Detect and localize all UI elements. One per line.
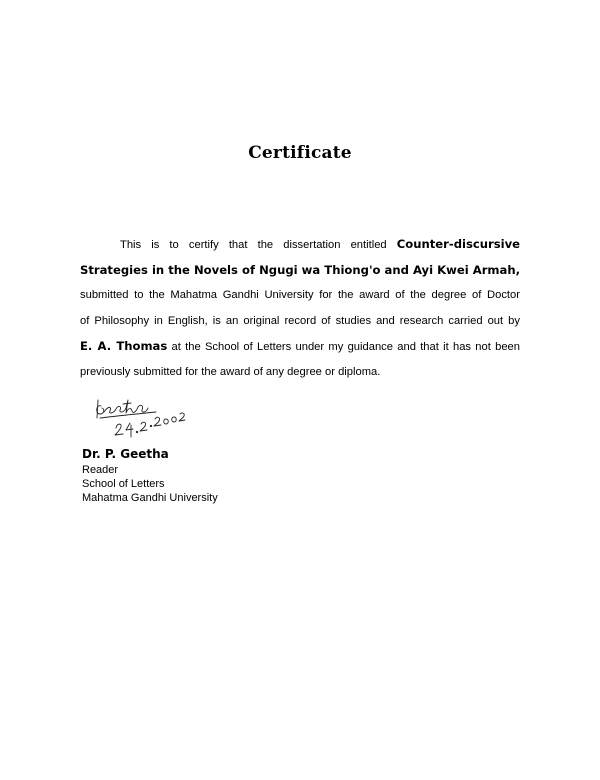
dissertation-title-part-1: Counter-discursive [396,237,521,251]
signer-block [82,446,218,505]
signer-institution: Mahatma Gandhi University [82,492,218,504]
handwritten-signature [86,392,206,442]
body-line-5-text: at the School of Letters under my guidance and that it has not been [171,341,521,353]
dissertation-title-part-2: Strategies in the Novels of Ngugi wa Thiong'o and Ayi Kwei Armah, [80,262,520,277]
body-line-1-text: This is to certify that the dissertation entitled [120,239,387,251]
candidate-name: E. A. Thomas [80,339,168,353]
signer-designation: Reader [82,464,119,476]
signer-name: Dr. P. Geetha [82,447,169,461]
certificate-title: Certificate [248,143,352,163]
signature-drawing [86,392,206,442]
body-line-4: of Philosophy in English, is an original record of studies and research carried out by [80,314,520,327]
body-line-6: previously submitted for the award of any degree or diploma. [80,365,381,378]
certificate-body [80,232,520,385]
body-line-2 [80,258,520,284]
body-line-3: submitted to the Mahatma Gandhi University for the award of the degree of Doctor [80,289,520,301]
body-line-1 [80,232,520,258]
signer-department: School of Letters [82,478,165,490]
body-line-5 [80,334,520,360]
